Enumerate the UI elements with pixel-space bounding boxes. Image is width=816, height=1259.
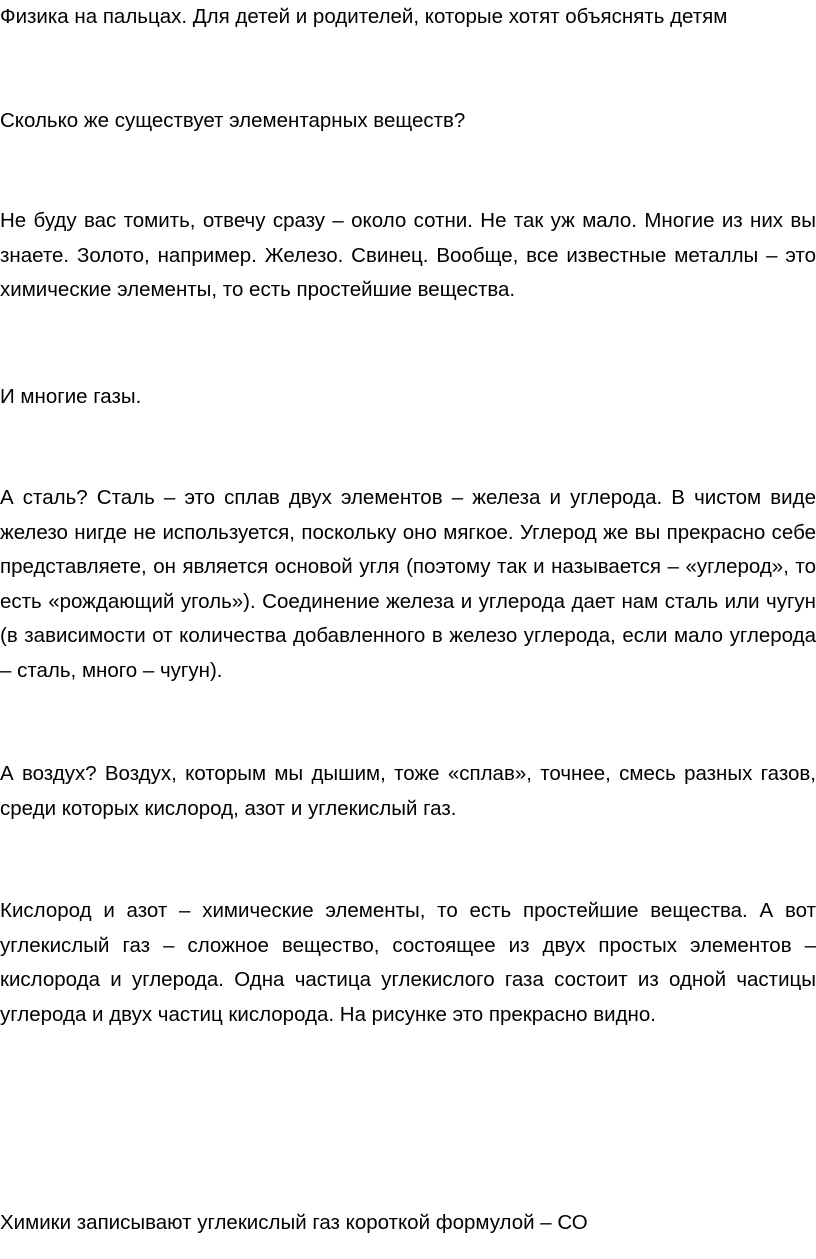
paragraph-oxygen-nitrogen: Кислород и азот – химические элементы, то есть простейшие вещества. А вот углекислый газ – сложное вещество, состоящее из двух простых элементов – кислорода и углерода. Одна частица углекислого газа состоит из одной частицы углерода и двух частиц кислорода. На рисунке это прекрасно видно. [0, 899, 816, 1026]
paragraph-formula: Химики записывают углекислый газ короткой формулой – СО [0, 1211, 588, 1234]
paragraph-air: А воздух? Воздух, которым мы дышим, тоже «сплав», точнее, смесь разных газов, среди которых кислород, азот и углекислый газ. [0, 762, 816, 820]
paragraph-steel: А сталь? Сталь – это сплав двух элементов – железа и углерода. В чистом виде железо нигде не используется, поскольку оно мягкое. Углерод же вы прекрасно себе представляете, он является основой угля (поэтому так и называется – «углерод», то есть «рождающий уголь»). Соединение железа и углерода дает нам сталь или чугун (в зависимости от количества добавленного в железо углерода, если мало углерода – сталь, много – чугун). [0, 486, 816, 682]
paragraph-elements-count: Не буду вас томить, отвечу сразу – около сотни. Не так уж мало. Многие из них вы знаете. Золото, например. Железо. Свинец. Вообще, все известные металлы – это химические элементы, то есть простейшие вещества. [0, 209, 816, 301]
document-title: Физика на пальцах. Для детей и родителей, которые хотят объяснять детям [0, 5, 728, 28]
paragraph-gases: И многие газы. [0, 385, 142, 408]
paragraph-question: Сколько же существует элементарных веществ? [0, 109, 466, 132]
